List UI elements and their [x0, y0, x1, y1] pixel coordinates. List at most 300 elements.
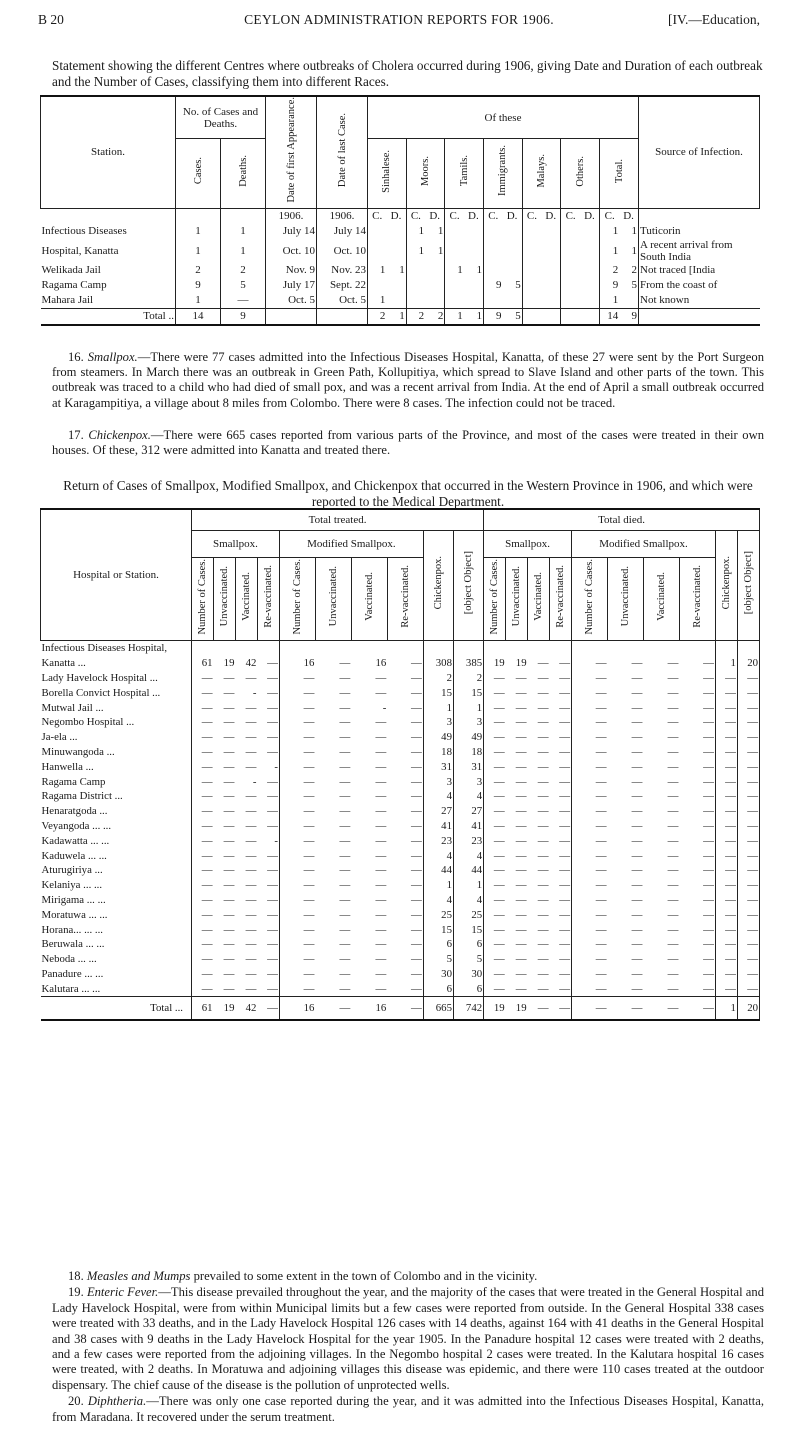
died-smallpox: Smallpox.: [484, 531, 572, 558]
cell-value: —: [223, 953, 235, 966]
cell-value: —: [679, 759, 715, 774]
cell-value: —: [679, 952, 715, 967]
cell-value: —: [631, 716, 643, 729]
cell-value: —: [679, 685, 715, 700]
cell-value: —: [303, 671, 315, 684]
cell-value: —: [737, 893, 759, 908]
cell-value: -: [252, 686, 257, 699]
cell-value: —: [550, 745, 572, 760]
cell-value: —: [223, 790, 235, 803]
table-row: [41, 937, 760, 952]
cell-value: 41: [453, 819, 483, 834]
cell-value: —: [550, 878, 572, 893]
col-race-5: Others.: [561, 139, 600, 208]
cell-value: 49: [453, 730, 483, 745]
cell-value: —: [257, 804, 279, 819]
cell-value: —: [537, 745, 549, 758]
deaths-value: 5: [221, 278, 266, 293]
cell-value: —: [201, 849, 213, 862]
cell-value: —: [515, 953, 527, 966]
cell-value: -: [257, 759, 279, 774]
cell-value: —: [550, 833, 572, 848]
cell-value: —: [201, 731, 213, 744]
blank-cell: [639, 308, 760, 325]
cell-value: —: [245, 864, 257, 877]
cell-value: —: [245, 745, 257, 758]
race-value: [368, 278, 387, 293]
cell-value: —: [715, 937, 737, 952]
cases-value: 1: [176, 239, 221, 263]
cell-value: —: [223, 686, 235, 699]
cell-value: —: [493, 775, 505, 788]
cases-value: 2: [176, 263, 221, 278]
total-value: 20: [737, 997, 759, 1021]
cell-value: —: [595, 864, 607, 877]
died-modified: Modified Smallpox.: [572, 531, 716, 558]
paragraph-16: 16. Smallpox.—There were 77 cases admitted into the Infectious Diseases Hospital, Kanatta, of these 27 were sent by the Port Surgeon from steamers. In March there was an outbreak in Green Path, Kollupitiya, which spread to Slave Island and other parts of the town. This outbreak was traced to a child who had died of small pox, and was a recent arrival from India. At the end of April a small outbreak occurred at Karagampitiya, a village about 8 miles from Colombo. There were 8 cases. The infection could not be traced.: [52, 350, 764, 410]
total-value: —: [257, 997, 279, 1021]
cell-value: 4: [423, 789, 453, 804]
cell-value: —: [515, 908, 527, 921]
cell-value: —: [515, 686, 527, 699]
cell-value: —: [737, 774, 759, 789]
cell-value: —: [245, 671, 257, 684]
blank-cell: [639, 208, 760, 224]
treated-modified: Modified Smallpox.: [279, 531, 423, 558]
cell-value: 4: [453, 893, 483, 908]
paragraph-17: 17. Chickenpox.—There were 665 cases reported from various parts of the Province, and most of the cases were treated in their own houses. Of these, 312 were admitted into Kanatta and treated there.: [52, 428, 764, 458]
group-total-treated: Total treated.: [192, 509, 484, 531]
c-label: C.: [372, 210, 383, 223]
cell-value: —: [245, 716, 257, 729]
cell-value: 1: [715, 656, 737, 671]
paragraph-18: 18. Measles and Mumps prevailed to some extent in the town of Colombo and in the vicinity.: [68, 1269, 538, 1283]
cell-value: —: [715, 700, 737, 715]
col-source: Source of Infection.: [639, 96, 760, 208]
race-value: 1: [418, 244, 425, 257]
cell-value: —: [223, 834, 235, 847]
sub-col-2-2: Vaccinated.: [528, 558, 550, 641]
cell-value: —: [667, 982, 679, 995]
cell-value: —: [339, 805, 351, 818]
cell-value: —: [515, 849, 527, 862]
cell-value: —: [537, 790, 549, 803]
cholera-table-caption: Statement showing the different Centres where outbreaks of Cholera occurred during 1906, giving Date and Duration of each outbreak and the Number of Cases, classifying them into different Races.: [52, 58, 763, 89]
table-row: [41, 224, 760, 239]
cell-value: —: [387, 759, 423, 774]
cell-value: —: [550, 759, 572, 774]
source-value: Not traced [India: [640, 264, 716, 277]
cell-value: 27: [423, 804, 453, 819]
cell-value: —: [737, 700, 759, 715]
cell-value: —: [737, 833, 759, 848]
cell-value: —: [715, 967, 737, 982]
cell-value: —: [715, 878, 737, 893]
cell-value: —: [537, 879, 549, 892]
station-name: Infectious Diseases: [41, 224, 176, 239]
total-deaths: 9: [221, 308, 266, 325]
cell-value: —: [550, 952, 572, 967]
station-name: Kelaniya ... ...: [41, 878, 192, 893]
cell-value: —: [303, 775, 315, 788]
cell-value: —: [493, 686, 505, 699]
cell-value: —: [387, 730, 423, 745]
cell-value: —: [631, 834, 643, 847]
cell-value: —: [339, 967, 351, 980]
cell-value: —: [550, 671, 572, 686]
cell-value: —: [537, 760, 549, 773]
cell-value: 25: [453, 907, 483, 922]
cell-value: 42: [245, 657, 257, 670]
cell-value: —: [387, 804, 423, 819]
cell-value: [715, 641, 737, 656]
cell-value: —: [679, 774, 715, 789]
sub-col-0-0: Number of Cases.: [192, 558, 214, 641]
cell-value: —: [631, 671, 643, 684]
cell-value: 41: [423, 819, 453, 834]
cell-value: —: [339, 775, 351, 788]
cell-value: —: [515, 790, 527, 803]
cell-value: —: [537, 938, 549, 951]
cell-value: —: [257, 819, 279, 834]
race-value: [522, 293, 541, 309]
cell-value: —: [667, 908, 679, 921]
cell-value: —: [550, 907, 572, 922]
col-cases: Cases.: [176, 139, 221, 208]
cell-value: 1: [453, 878, 483, 893]
cell-value: —: [303, 967, 315, 980]
cell-value: 15: [453, 922, 483, 937]
cell-value: —: [493, 805, 505, 818]
cell-value: —: [223, 864, 235, 877]
cell-value: [506, 641, 528, 656]
cell-value: 44: [423, 863, 453, 878]
cell-value: —: [257, 937, 279, 952]
total-race-value: [561, 308, 580, 325]
cell-value: —: [201, 967, 213, 980]
d-label: D.: [580, 208, 600, 224]
race-value: [561, 239, 580, 263]
cell-value: —: [339, 908, 351, 921]
cell-value: —: [631, 953, 643, 966]
cell-value: 6: [423, 981, 453, 996]
cell-value: —: [375, 671, 387, 684]
station-name: Beruwala ... ...: [41, 937, 192, 952]
race-value: 1: [425, 224, 445, 239]
cell-value: —: [515, 671, 527, 684]
cell-value: 18: [423, 745, 453, 760]
cell-value: —: [679, 967, 715, 982]
table-row: [41, 833, 760, 848]
cell-value: [572, 641, 608, 656]
page-number: B 20: [38, 12, 64, 27]
c-label: C.: [410, 210, 421, 223]
cell-value: —: [375, 923, 387, 936]
cell-value: 3: [453, 774, 483, 789]
cell-value: —: [595, 893, 607, 906]
cell-value: —: [493, 701, 505, 714]
race-value: 5: [502, 278, 522, 293]
cell-value: —: [245, 849, 257, 862]
total-value: —: [550, 997, 572, 1021]
cell-value: —: [537, 805, 549, 818]
race-value: [406, 263, 425, 278]
total-race-value: 1: [464, 308, 484, 325]
page-header: [38, 12, 760, 34]
cell-value: —: [595, 716, 607, 729]
cell-value: —: [223, 879, 235, 892]
race-value: [484, 224, 503, 239]
cell-value: —: [339, 745, 351, 758]
table-row: [41, 700, 760, 715]
cell-value: 6: [453, 937, 483, 952]
cell-value: —: [387, 907, 423, 922]
cell-value: —: [679, 819, 715, 834]
cell-value: 31: [453, 759, 483, 774]
station-name: Welikada Jail: [41, 263, 176, 278]
cases-value: 9: [176, 278, 221, 293]
last-date: Nov. 23: [317, 263, 368, 278]
race-value: [386, 278, 406, 293]
race-value: 1: [612, 244, 619, 257]
cell-value: —: [257, 656, 279, 671]
cell-value: —: [631, 967, 643, 980]
cell-value: —: [679, 848, 715, 863]
cell-value: —: [339, 760, 351, 773]
col-race-6: Total.: [600, 139, 639, 208]
cell-value: —: [679, 878, 715, 893]
cell-value: —: [537, 953, 549, 966]
cell-value: —: [339, 923, 351, 936]
race-value: 1: [418, 225, 425, 238]
cell-value: —: [303, 938, 315, 951]
cell-value: —: [679, 656, 715, 671]
total-value: —: [643, 997, 679, 1021]
cell-value: —: [257, 685, 279, 700]
station-name: Lady Havelock Hospital ...: [41, 671, 192, 686]
station-name: Mahara Jail: [41, 293, 176, 309]
race-value: [619, 293, 638, 309]
smallpox-table: [40, 508, 760, 1021]
race-value: [522, 278, 541, 293]
cell-value: —: [223, 967, 235, 980]
cell-value: —: [715, 745, 737, 760]
cell-value: —: [631, 775, 643, 788]
cell-value: —: [223, 760, 235, 773]
cell-value: —: [223, 731, 235, 744]
race-value: 9: [612, 279, 619, 292]
cell-value: —: [257, 863, 279, 878]
station-name: Ja-ela ...: [41, 730, 192, 745]
race-value: [368, 239, 387, 263]
cell-value: 1: [423, 700, 453, 715]
race-value: [541, 278, 561, 293]
cell-value: 27: [453, 804, 483, 819]
cell-value: —: [375, 805, 387, 818]
cell-value: —: [245, 701, 257, 714]
total-value: 1: [715, 997, 737, 1021]
cell-value: —: [515, 731, 527, 744]
paragraph-heading: Diphtheria.: [87, 1394, 147, 1409]
total-race-value: [541, 308, 561, 325]
cell-value: —: [245, 967, 257, 980]
race-value: [580, 263, 600, 278]
cell-value: —: [667, 923, 679, 936]
station-name: Infectious Diseases Hospital,: [41, 641, 192, 656]
cell-value: —: [257, 671, 279, 686]
race-value: [406, 278, 425, 293]
race-value: 1: [457, 264, 463, 277]
total-value: 19: [213, 997, 235, 1021]
cell-value: —: [715, 759, 737, 774]
cell-value: —: [515, 923, 527, 936]
cell-value: —: [667, 938, 679, 951]
cell-value: —: [537, 893, 549, 906]
cell-value: —: [631, 805, 643, 818]
cell-value: —: [303, 923, 315, 936]
cell-value: —: [595, 923, 607, 936]
cell-value: 308: [423, 656, 453, 671]
race-value: [502, 239, 522, 263]
d-label: D.: [386, 208, 406, 224]
station-name: Borella Convict Hospital ...: [41, 685, 192, 700]
cell-value: —: [387, 671, 423, 686]
cell-value: —: [631, 731, 643, 744]
cell-value: —: [550, 893, 572, 908]
cell-value: —: [737, 937, 759, 952]
station-name: Moratuwa ... ...: [41, 907, 192, 922]
station-name: Panadure ... ...: [41, 967, 192, 982]
cell-value: —: [303, 908, 315, 921]
race-value: [580, 224, 600, 239]
cell-value: 15: [423, 685, 453, 700]
race-value: [580, 278, 600, 293]
cell-value: —: [303, 819, 315, 832]
table-row: [41, 239, 760, 263]
cell-value: 49: [423, 730, 453, 745]
cell-value: —: [375, 982, 387, 995]
total-race-value: 1: [445, 308, 464, 325]
cell-value: —: [595, 805, 607, 818]
race-value: 1: [425, 239, 445, 263]
cell-value: [235, 641, 257, 656]
group-total-died: Total died.: [484, 509, 760, 531]
cell-value: —: [493, 760, 505, 773]
table-row: [41, 656, 760, 671]
total-race-value: 2: [406, 308, 425, 325]
cell-value: —: [631, 982, 643, 995]
d-label: D.: [464, 208, 484, 224]
cell-value: —: [737, 671, 759, 686]
race-value: [464, 224, 484, 239]
table-row: [41, 981, 760, 996]
cell-value: —: [550, 922, 572, 937]
paragraph-heading: Enteric Fever.: [86, 1285, 159, 1300]
race-value: [425, 278, 445, 293]
col-hospital: Hospital or Station.: [41, 509, 192, 641]
closing-paragraphs: [52, 1269, 764, 1426]
cell-value: —: [375, 849, 387, 862]
cell-value: —: [339, 893, 351, 906]
race-value: [445, 239, 464, 263]
source-value: From the coast of: [640, 279, 718, 292]
station-name: Hanwella ...: [41, 759, 192, 774]
col-race-2: Tamils.: [445, 139, 484, 208]
col-deaths: Deaths.: [221, 139, 266, 208]
cell-value: —: [493, 893, 505, 906]
col-first: Date of first Appearance.: [266, 96, 317, 208]
treated-total: [object Object]: [453, 531, 483, 641]
cell-value: —: [667, 760, 679, 773]
cell-value: —: [245, 893, 257, 906]
paragraph-20: 20. Diphtheria.—There was only one case reported during the year, and it was admitted into the Infectious Diseases Hospital, Kanatta, from Maradana. It recovered under the serum treatment.: [52, 1394, 764, 1424]
cell-value: —: [679, 745, 715, 760]
cell-value: —: [201, 701, 213, 714]
race-value: [541, 293, 561, 309]
died-chickenpox: Chickenpox.: [715, 531, 737, 641]
total-value: —: [387, 997, 423, 1021]
cell-value: —: [537, 701, 549, 714]
cell-value: —: [667, 775, 679, 788]
cell-value: —: [493, 745, 505, 758]
cell-value: —: [245, 982, 257, 995]
cell-value: —: [201, 982, 213, 995]
cell-value: —: [537, 923, 549, 936]
source-value: A recent arrival from South India: [640, 238, 733, 263]
cell-value: 23: [423, 833, 453, 848]
cell-value: —: [387, 863, 423, 878]
table-row: [41, 293, 760, 309]
sub-col-1-3: Re-vaccinated.: [387, 558, 423, 641]
cell-value: —: [550, 937, 572, 952]
cell-value: —: [550, 981, 572, 996]
cell-value: —: [715, 863, 737, 878]
cell-value: —: [201, 819, 213, 832]
paragraph-heading: Measles and Mumps: [86, 1269, 191, 1283]
cell-value: —: [493, 938, 505, 951]
cell-value: —: [537, 908, 549, 921]
race-value: [561, 293, 580, 309]
cell-value: —: [223, 908, 235, 921]
cell-value: 16: [375, 657, 387, 670]
station-name: Kaduwela ... ...: [41, 848, 192, 863]
cell-value: 20: [737, 656, 759, 671]
col-station: Station.: [41, 96, 176, 208]
cell-value: —: [679, 863, 715, 878]
first-date: July 14: [266, 224, 317, 239]
cell-value: —: [631, 686, 643, 699]
station-name: Ragama District ...: [41, 789, 192, 804]
paragraph-19: 19. Enteric Fever.—This disease prevailed throughout the year, and the majority of the cases that were treated in the General Hospital and Lady Havelock Hospital, were from within Municipal limits but a few cases were reported from outside. In the General Hospital 338 cases were treated with 33 deaths, and in the Lady Havelock Hospital 126 cases with 14 deaths, against 164 with 41 deaths in the General Hospital and 38 cases with 9 deaths in the Lady Havelock Hospital for the year 1905. In the Panadure hospital 12 cases were treated with 2 deaths, and a few cases were reported from the adjoining villages. In the Negombo hospital 2 cases were treated. In the Kalutara hospital 16 cases were treated, with 2 deaths. In Moratuwa and adjoining villages this disease was epidemic, and there were 110 cases treated at the outdoor dispensary. The chief cause of the disease is the pollution of unprotected wells.: [52, 1285, 764, 1392]
race-value: [502, 263, 522, 278]
total-value: 19: [506, 997, 528, 1021]
cell-value: —: [493, 790, 505, 803]
total-value: 665: [423, 997, 453, 1021]
station-name: Veyangoda ... ...: [41, 819, 192, 834]
race-value: [522, 224, 541, 239]
cell-value: —: [387, 715, 423, 730]
cell-value: —: [515, 967, 527, 980]
race-value: [484, 239, 503, 263]
cell-value: —: [387, 700, 423, 715]
cell-value: —: [737, 819, 759, 834]
d-label: D.: [541, 208, 561, 224]
race-value: 1: [619, 224, 638, 239]
cell-value: —: [715, 671, 737, 686]
cell-value: —: [493, 953, 505, 966]
cell-value: —: [257, 848, 279, 863]
cell-value: —: [715, 922, 737, 937]
